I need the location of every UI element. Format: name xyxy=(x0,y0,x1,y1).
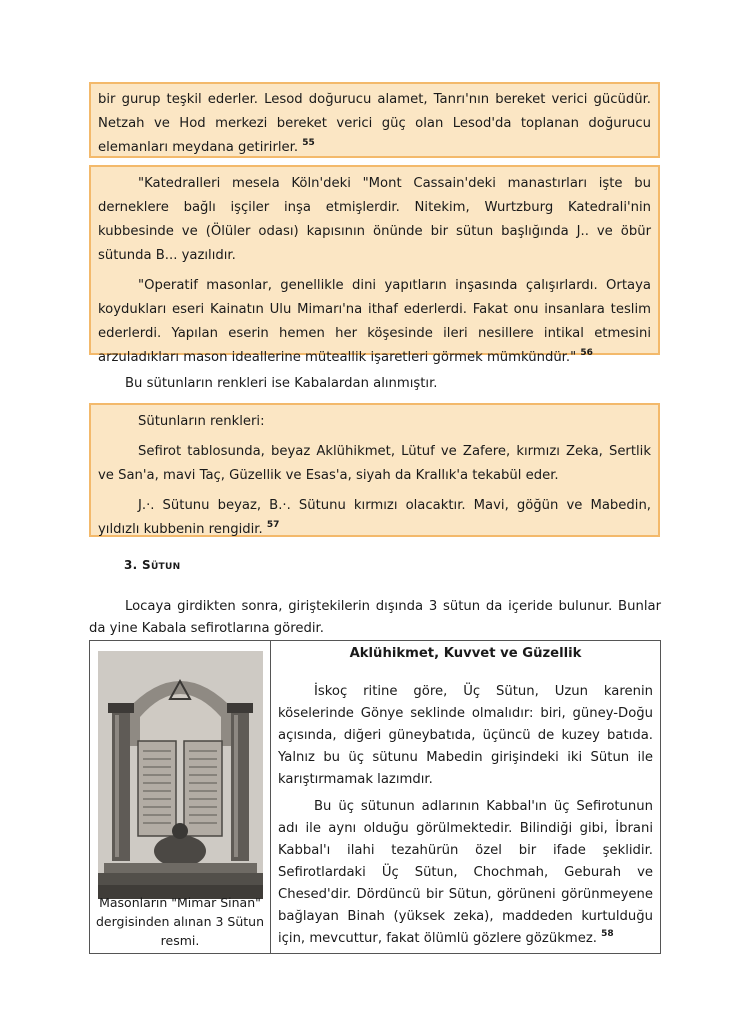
quote-paragraph: Sefirot tablosunda, beyaz Aklühikmet, Lütuf ve Zafere, kırmızı Zeka, Sertlik ve San'a, mavi Taç, Güzellik ve Esas'a, siyah da Krallık'a tekabül eder. xyxy=(98,444,651,483)
footnote-ref[interactable]: 55 xyxy=(302,138,315,148)
image-cell xyxy=(90,641,271,953)
quote-paragraph: Sütunların renkleri: xyxy=(138,414,265,429)
text-cell xyxy=(271,641,660,953)
table-title: Aklühikmet, Kuvvet ve Güzellik xyxy=(349,646,582,661)
quote-box-3 xyxy=(89,403,660,537)
three-pillars-image xyxy=(98,651,263,899)
figure-table xyxy=(89,640,661,954)
table-paragraph: Bu üç sütunun adlarının Kabbal'ın üç Sefirotunun adı ile aynı olduğu görülmektedir. Bilindiği gibi, İbrani Kabbal'ı ilahi tezahürün özel bir ifade şeklidir. Sefirotlardaki Üç Sütun, Chochmah, Geburah ve Chesed'dir. Dördüncü bir Sütun, görüneni görünmeyene bağlayan Binah (yüksek zeka), maddeden kurtulduğu için, mevcuttur, fakat ölümlü gözlere gözükmez. $^{58}$ xyxy=(278,799,653,946)
quote-paragraph: "Operatif masonlar, genellikle dini yapıtların inşasında çalışırlardı. Ortaya koydukları eseri Kainatın Ulu Mimarı'na ithaf ederlerdi. Fakat onu insanlara teslim ederlerdi. Yapılan eserin hemen her köşesinde ileri nesillere intikal etmesini arzuladıkları mason ideallerine müteallik işaretleri görmek mümkündür." $^{56}$ xyxy=(98,278,651,365)
table-paragraph: İskoç ritine göre, Üç Sütun, Uzun karenin köselerinde Gönye seklinde olmalıdır: biri, güney-Doğu açısında, diğeri güneybatıda, üçüncü de kuzey batıda. Yalnız bu üç sütunu Mabedin girişindeki iki Sütun ile karıştırmamak lazımdır. xyxy=(278,684,653,787)
footnote-ref[interactable]: 56 xyxy=(580,348,593,358)
quote-box-2 xyxy=(89,165,660,365)
quote-box-1 xyxy=(89,82,660,158)
quote-paragraph: bir gurup teşkil ederler. Lesod doğurucu alamet, Tanrı'nın bereket verici gücüdür. Netzah ve Hod merkezi bereket verici güç olan Lesod'da toplanan doğurucu elemanları meydana getirirler. $^{55}$ xyxy=(98,92,651,155)
section-heading: 3. SÜTUN xyxy=(124,558,181,572)
footnote-ref[interactable]: 58 xyxy=(601,929,614,939)
quote-paragraph: "Katedralleri mesela Köln'deki "Mont Cassain'deki manastırları işte bu derneklere bağlı işçiler inşa etmişlerdir. Nitekim, Wurtzburg Katedrali'nin kubbesinde ve (Ölüler odası) kapısının önünde bir sütun başlığında J.. ve öbür sütunda B... yazılıdır. xyxy=(98,176,651,263)
footnote-ref[interactable]: 57 xyxy=(266,520,280,530)
quote-paragraph: J.·. Sütunu beyaz, B.·. Sütunu kırmızı olacaktır. Mavi, göğün ve Mabedin, yıldızlı kubbenin rengidir. $^{57}$ xyxy=(98,498,651,537)
figure-caption: Masonların "Mimar Sinan" dergisinden alınan 3 Sütun resmi. xyxy=(96,895,264,948)
body-paragraph: Bu sütunların renkleri ise Kabalardan alınmıştır. xyxy=(125,376,438,391)
body-paragraph: Locaya girdikten sonra, giriştekilerin dışında 3 sütun da içeride bulunur. Bunlar da yine Kabala sefirotlarına göredir. xyxy=(89,599,661,636)
